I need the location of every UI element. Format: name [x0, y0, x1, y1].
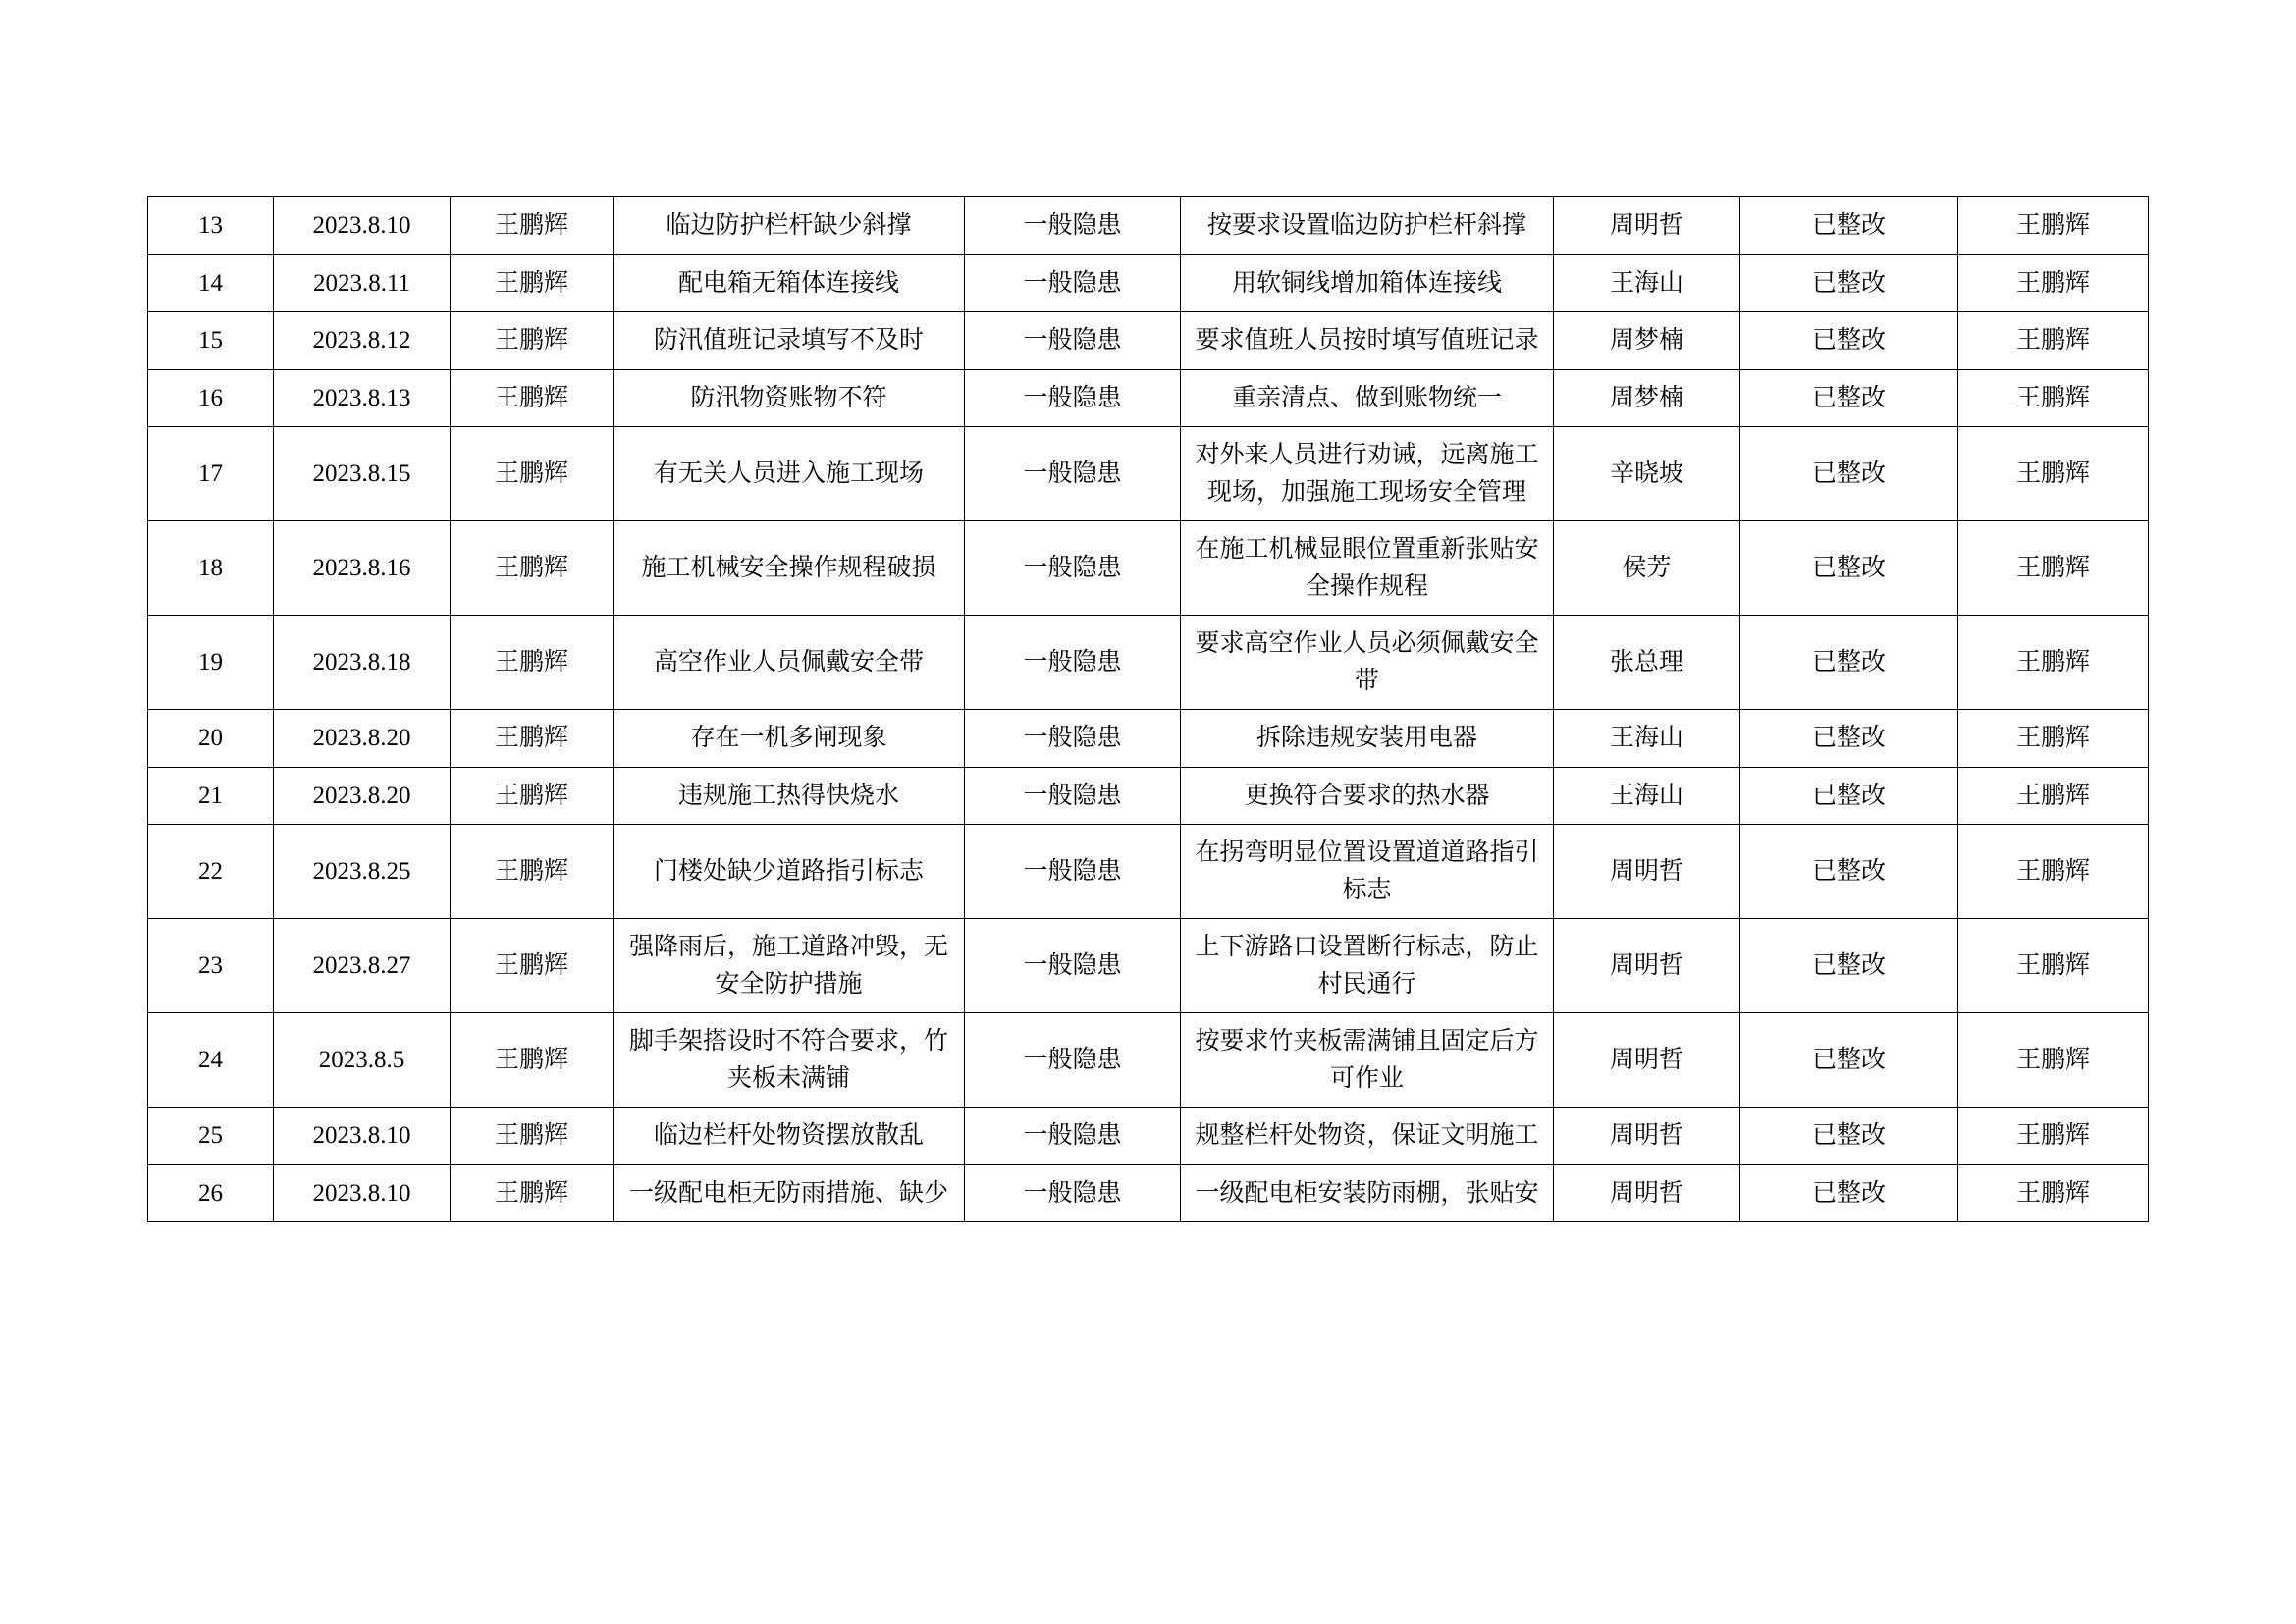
cell-rectification-measure: 拆除违规安装用电器	[1181, 710, 1554, 768]
cell-status: 已整改	[1740, 369, 1958, 427]
cell-serial-number: 20	[148, 710, 274, 768]
cell-status: 已整改	[1740, 767, 1958, 825]
cell-hazard-description: 临边防护栏杆缺少斜撑	[614, 197, 965, 255]
cell-status: 已整改	[1740, 197, 1958, 255]
cell-rectification-measure: 在施工机械显眼位置重新张贴安全操作规程	[1181, 521, 1554, 616]
cell-reviewer: 王鹏辉	[1958, 197, 2149, 255]
cell-inspection-date: 2023.8.11	[274, 254, 451, 312]
cell-inspection-date: 2023.8.13	[274, 369, 451, 427]
cell-inspection-date: 2023.8.18	[274, 616, 451, 710]
cell-serial-number: 16	[148, 369, 274, 427]
cell-status: 已整改	[1740, 710, 1958, 768]
cell-status: 已整改	[1740, 254, 1958, 312]
table-row	[148, 616, 2149, 710]
cell-rectification-measure: 对外来人员进行劝诫，远离施工现场，加强施工现场安全管理	[1181, 427, 1554, 521]
cell-hazard-level: 一般隐患	[965, 825, 1181, 919]
cell-status: 已整改	[1740, 1108, 1958, 1165]
cell-inspection-date: 2023.8.10	[274, 1164, 451, 1222]
cell-reviewer: 王鹏辉	[1958, 825, 2149, 919]
cell-reviewer: 王鹏辉	[1958, 767, 2149, 825]
cell-status: 已整改	[1740, 427, 1958, 521]
cell-inspector: 王鹏辉	[451, 521, 614, 616]
cell-hazard-description: 配电箱无箱体连接线	[614, 254, 965, 312]
cell-reviewer: 王鹏辉	[1958, 521, 2149, 616]
cell-hazard-description: 有无关人员进入施工现场	[614, 427, 965, 521]
cell-serial-number: 17	[148, 427, 274, 521]
table-row	[148, 919, 2149, 1013]
cell-hazard-level: 一般隐患	[965, 427, 1181, 521]
cell-reviewer: 王鹏辉	[1958, 710, 2149, 768]
cell-serial-number: 18	[148, 521, 274, 616]
cell-reviewer: 王鹏辉	[1958, 312, 2149, 370]
cell-responsible-person: 周明哲	[1554, 197, 1740, 255]
cell-status: 已整改	[1740, 1013, 1958, 1108]
cell-inspector: 王鹏辉	[451, 254, 614, 312]
cell-responsible-person: 周明哲	[1554, 1013, 1740, 1108]
cell-reviewer: 王鹏辉	[1958, 616, 2149, 710]
cell-rectification-measure: 更换符合要求的热水器	[1181, 767, 1554, 825]
cell-rectification-measure: 要求值班人员按时填写值班记录	[1181, 312, 1554, 370]
cell-rectification-measure: 在拐弯明显位置设置道道路指引标志	[1181, 825, 1554, 919]
cell-rectification-measure: 上下游路口设置断行标志，防止村民通行	[1181, 919, 1554, 1013]
cell-hazard-level: 一般隐患	[965, 1164, 1181, 1222]
cell-inspector: 王鹏辉	[451, 767, 614, 825]
cell-serial-number: 26	[148, 1164, 274, 1222]
cell-responsible-person: 辛晓坡	[1554, 427, 1740, 521]
cell-rectification-measure: 要求高空作业人员必须佩戴安全带	[1181, 616, 1554, 710]
cell-rectification-measure: 一级配电柜安装防雨棚，张贴安	[1181, 1164, 1554, 1222]
table-row	[148, 197, 2149, 255]
cell-serial-number: 19	[148, 616, 274, 710]
hazard-register-table	[147, 196, 2149, 1222]
cell-hazard-description: 防汛值班记录填写不及时	[614, 312, 965, 370]
table-row	[148, 312, 2149, 370]
cell-hazard-level: 一般隐患	[965, 767, 1181, 825]
cell-responsible-person: 王海山	[1554, 767, 1740, 825]
cell-hazard-level: 一般隐患	[965, 312, 1181, 370]
cell-responsible-person: 周明哲	[1554, 1108, 1740, 1165]
table-row	[148, 710, 2149, 768]
cell-status: 已整改	[1740, 919, 1958, 1013]
cell-hazard-level: 一般隐患	[965, 1108, 1181, 1165]
cell-reviewer: 王鹏辉	[1958, 427, 2149, 521]
cell-hazard-level: 一般隐患	[965, 254, 1181, 312]
cell-hazard-level: 一般隐患	[965, 616, 1181, 710]
cell-inspection-date: 2023.8.16	[274, 521, 451, 616]
cell-inspection-date: 2023.8.27	[274, 919, 451, 1013]
cell-hazard-description: 脚手架搭设时不符合要求，竹夹板未满铺	[614, 1013, 965, 1108]
cell-serial-number: 22	[148, 825, 274, 919]
cell-inspector: 王鹏辉	[451, 710, 614, 768]
table-row	[148, 825, 2149, 919]
cell-inspector: 王鹏辉	[451, 825, 614, 919]
cell-rectification-measure: 用软铜线增加箱体连接线	[1181, 254, 1554, 312]
cell-responsible-person: 侯芳	[1554, 521, 1740, 616]
table-row	[148, 427, 2149, 521]
cell-inspection-date: 2023.8.20	[274, 767, 451, 825]
cell-inspector: 王鹏辉	[451, 312, 614, 370]
cell-rectification-measure: 重亲清点、做到账物统一	[1181, 369, 1554, 427]
cell-responsible-person: 周梦楠	[1554, 312, 1740, 370]
cell-reviewer: 王鹏辉	[1958, 254, 2149, 312]
cell-serial-number: 24	[148, 1013, 274, 1108]
cell-responsible-person: 王海山	[1554, 254, 1740, 312]
cell-hazard-level: 一般隐患	[965, 369, 1181, 427]
cell-hazard-description: 高空作业人员佩戴安全带	[614, 616, 965, 710]
cell-hazard-level: 一般隐患	[965, 197, 1181, 255]
cell-inspection-date: 2023.8.15	[274, 427, 451, 521]
cell-inspection-date: 2023.8.25	[274, 825, 451, 919]
cell-rectification-measure: 规整栏杆处物资，保证文明施工	[1181, 1108, 1554, 1165]
cell-status: 已整改	[1740, 616, 1958, 710]
cell-inspector: 王鹏辉	[451, 1164, 614, 1222]
cell-reviewer: 王鹏辉	[1958, 1108, 2149, 1165]
cell-hazard-description: 一级配电柜无防雨措施、缺少	[614, 1164, 965, 1222]
cell-serial-number: 25	[148, 1108, 274, 1165]
cell-responsible-person: 周明哲	[1554, 825, 1740, 919]
table-row	[148, 1013, 2149, 1108]
cell-responsible-person: 周明哲	[1554, 1164, 1740, 1222]
table-row	[148, 521, 2149, 616]
cell-hazard-description: 存在一机多闸现象	[614, 710, 965, 768]
cell-hazard-level: 一般隐患	[965, 919, 1181, 1013]
table-row	[148, 369, 2149, 427]
cell-hazard-description: 防汛物资账物不符	[614, 369, 965, 427]
table-row	[148, 1164, 2149, 1222]
cell-responsible-person: 周明哲	[1554, 919, 1740, 1013]
cell-status: 已整改	[1740, 825, 1958, 919]
cell-serial-number: 23	[148, 919, 274, 1013]
cell-inspection-date: 2023.8.10	[274, 197, 451, 255]
cell-serial-number: 21	[148, 767, 274, 825]
cell-rectification-measure: 按要求设置临边防护栏杆斜撑	[1181, 197, 1554, 255]
cell-reviewer: 王鹏辉	[1958, 1013, 2149, 1108]
cell-inspector: 王鹏辉	[451, 1013, 614, 1108]
cell-inspector: 王鹏辉	[451, 1108, 614, 1165]
cell-serial-number: 15	[148, 312, 274, 370]
cell-serial-number: 13	[148, 197, 274, 255]
cell-hazard-description: 门楼处缺少道路指引标志	[614, 825, 965, 919]
cell-status: 已整改	[1740, 312, 1958, 370]
cell-inspection-date: 2023.8.10	[274, 1108, 451, 1165]
cell-hazard-level: 一般隐患	[965, 1013, 1181, 1108]
cell-rectification-measure: 按要求竹夹板需满铺且固定后方可作业	[1181, 1013, 1554, 1108]
cell-hazard-level: 一般隐患	[965, 710, 1181, 768]
cell-inspector: 王鹏辉	[451, 369, 614, 427]
cell-inspection-date: 2023.8.12	[274, 312, 451, 370]
cell-inspection-date: 2023.8.20	[274, 710, 451, 768]
table-row	[148, 767, 2149, 825]
cell-inspection-date: 2023.8.5	[274, 1013, 451, 1108]
cell-hazard-description: 违规施工热得快烧水	[614, 767, 965, 825]
cell-hazard-level: 一般隐患	[965, 521, 1181, 616]
cell-hazard-description: 临边栏杆处物资摆放散乱	[614, 1108, 965, 1165]
cell-inspector: 王鹏辉	[451, 919, 614, 1013]
table-row	[148, 1108, 2149, 1165]
cell-inspector: 王鹏辉	[451, 197, 614, 255]
cell-reviewer: 王鹏辉	[1958, 919, 2149, 1013]
cell-hazard-description: 强降雨后，施工道路冲毁，无安全防护措施	[614, 919, 965, 1013]
cell-inspector: 王鹏辉	[451, 616, 614, 710]
cell-reviewer: 王鹏辉	[1958, 1164, 2149, 1222]
cell-responsible-person: 王海山	[1554, 710, 1740, 768]
cell-reviewer: 王鹏辉	[1958, 369, 2149, 427]
cell-inspector: 王鹏辉	[451, 427, 614, 521]
cell-responsible-person: 周梦楠	[1554, 369, 1740, 427]
table-body	[148, 197, 2149, 1222]
table-row	[148, 254, 2149, 312]
cell-responsible-person: 张总理	[1554, 616, 1740, 710]
cell-hazard-description: 施工机械安全操作规程破损	[614, 521, 965, 616]
cell-serial-number: 14	[148, 254, 274, 312]
cell-status: 已整改	[1740, 521, 1958, 616]
cell-status: 已整改	[1740, 1164, 1958, 1222]
